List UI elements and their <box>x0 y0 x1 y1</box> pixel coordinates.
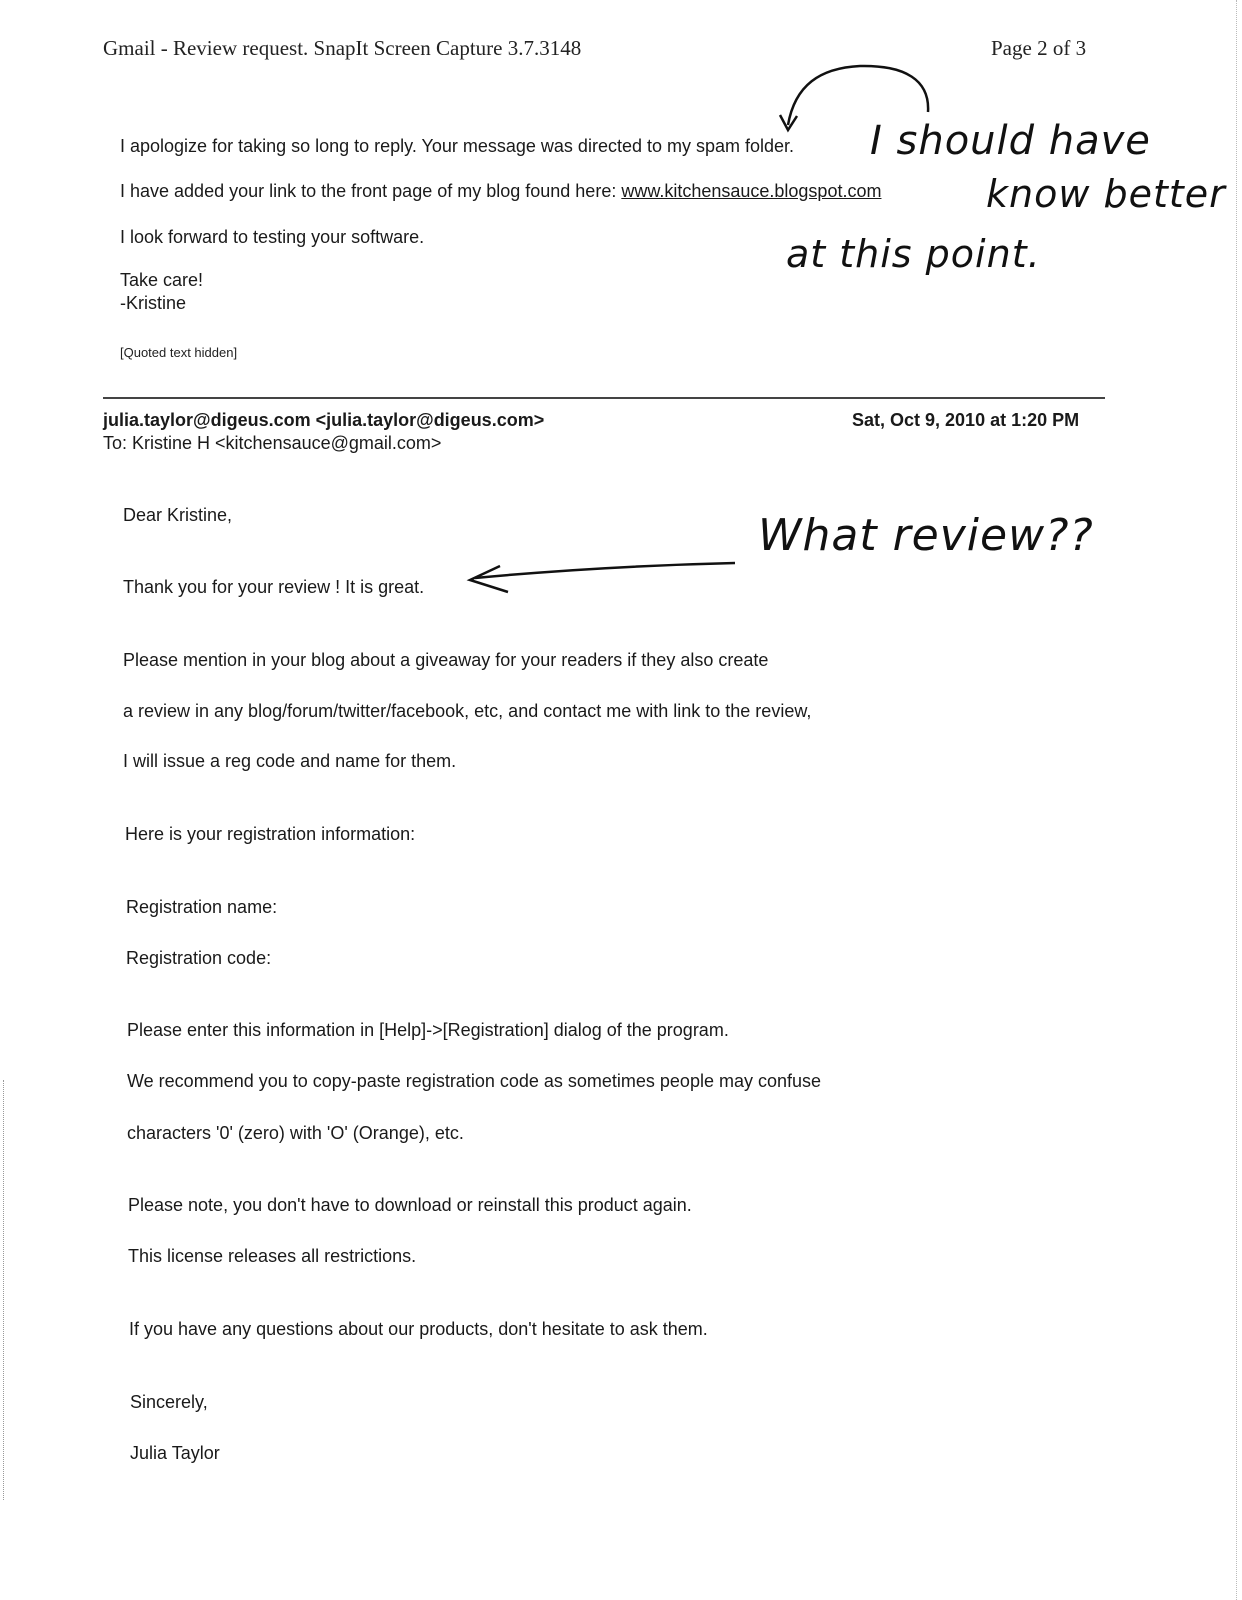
message-to: To: Kristine H <kitchensauce@gmail.com> <box>103 433 442 453</box>
instructions-line-2: We recommend you to copy-paste registration code as sometimes people may confuse <box>127 1071 822 1091</box>
sender-name: Julia Taylor <box>130 1443 220 1463</box>
reply-signature: -Kristine <box>120 293 187 313</box>
message-thanks: Thank you for your review ! It is great. <box>123 577 425 597</box>
handwritten-question: What review?? <box>758 510 1094 561</box>
reply-signoff: Take care! <box>120 270 204 290</box>
message-paragraph-line-2: a review in any blog/forum/twitter/facebook, etc, and contact me with link to the review, <box>123 701 812 721</box>
quoted-text-hidden[interactable]: [Quoted text hidden] <box>120 345 238 360</box>
instructions-line-3: characters '0' (zero) with 'O' (Orange), etc. <box>127 1123 464 1143</box>
registration-name-label: Registration name: <box>126 897 278 917</box>
long-arrow <box>475 563 735 578</box>
note-line-1: Please note, you don't have to download or reinstall this product again. <box>128 1195 692 1215</box>
message-paragraph-line-3: I will issue a reg code and name for them. <box>123 751 457 771</box>
registration-intro: Here is your registration information: <box>125 824 416 844</box>
closing: Sincerely, <box>130 1392 208 1412</box>
instructions-line-1: Please enter this information in [Help]->[Registration] dialog of the program. <box>127 1020 729 1040</box>
page-header-title: Gmail - Review request. SnapIt Screen Capture 3.7.3148 <box>103 36 582 60</box>
curved-arrow <box>788 66 928 125</box>
reply-line-1: I apologize for taking so long to reply. Your message was directed to my spam folder. <box>120 136 795 156</box>
page-number: Page 2 of 3 <box>991 36 1087 60</box>
message-greeting: Dear Kristine, <box>123 505 233 525</box>
reply-line-2-text: I have added your link to the front page of my blog found here: <box>120 181 622 201</box>
note-line-2: This license releases all restrictions. <box>128 1246 417 1266</box>
message-date: Sat, Oct 9, 2010 at 1:20 PM <box>852 410 1080 430</box>
reply-line-3: I look forward to testing your software. <box>120 227 425 247</box>
registration-code-label: Registration code: <box>126 948 272 968</box>
handwritten-note-line-1: I should have <box>870 118 1151 164</box>
scan-edge-left <box>3 1080 6 1500</box>
scan-edge-right <box>1236 0 1239 1600</box>
questions-line: If you have any questions about our products, don't hesitate to ask them. <box>129 1319 708 1339</box>
message-paragraph-line-1: Please mention in your blog about a giveaway for your readers if they also create <box>123 650 769 670</box>
blog-link[interactable]: www.kitchensauce.blogspot.com <box>621 181 882 201</box>
handwritten-note-line-2: know better <box>986 172 1226 216</box>
handwritten-note-line-3: at this point. <box>786 232 1041 276</box>
message-from: julia.taylor@digeus.com <julia.taylor@digeus.com> <box>103 410 545 430</box>
